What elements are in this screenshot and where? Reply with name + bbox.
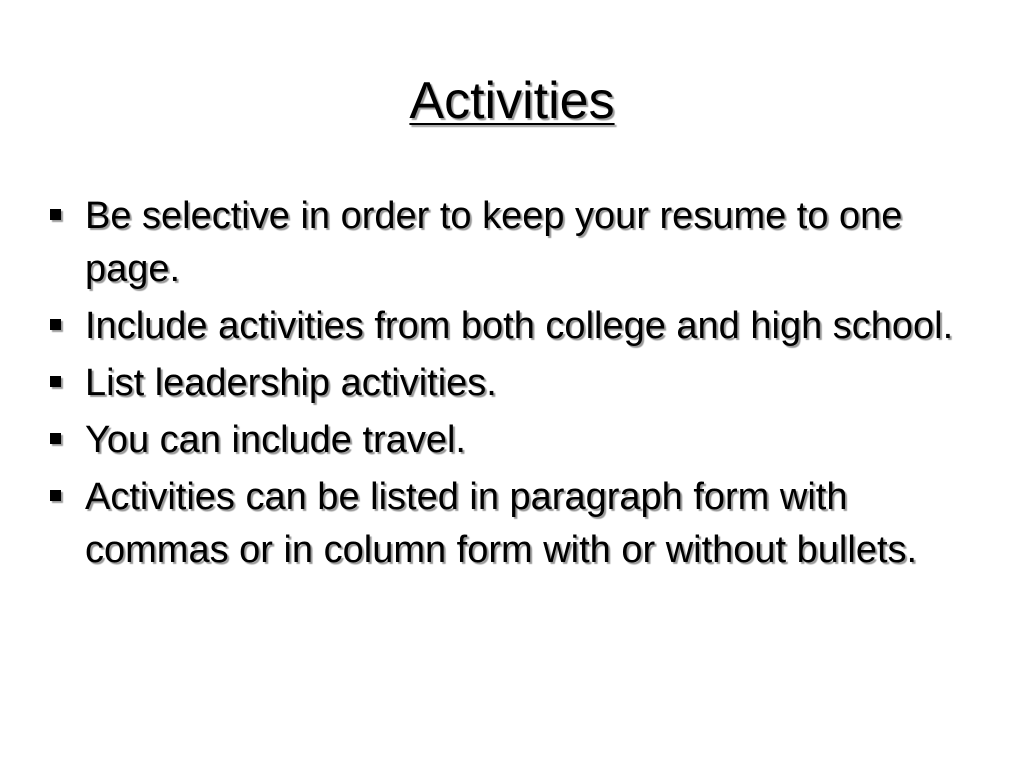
bullet-item (44, 357, 994, 410)
slide-title: Activities (409, 72, 615, 130)
square-bullet-icon (50, 490, 61, 501)
bullet-text: You can include travel. (85, 419, 466, 461)
square-bullet-icon (50, 433, 61, 444)
bullet-item (44, 471, 994, 577)
square-bullet-icon (50, 319, 61, 330)
bullet-item (44, 300, 994, 353)
bullet-text: Be selective in order to keep your resume to one page. (85, 195, 903, 290)
bullet-list (44, 190, 994, 581)
bullet-text: List leadership activities. (85, 362, 497, 404)
bullet-item (44, 414, 994, 467)
square-bullet-icon (50, 209, 61, 220)
bullet-text: Activities can be listed in paragraph form with commas or in column form with or without bullets. (85, 476, 918, 571)
bullet-text: Include activities from both college and high school. (85, 305, 954, 347)
square-bullet-icon (50, 376, 61, 387)
bullet-item (44, 190, 994, 296)
